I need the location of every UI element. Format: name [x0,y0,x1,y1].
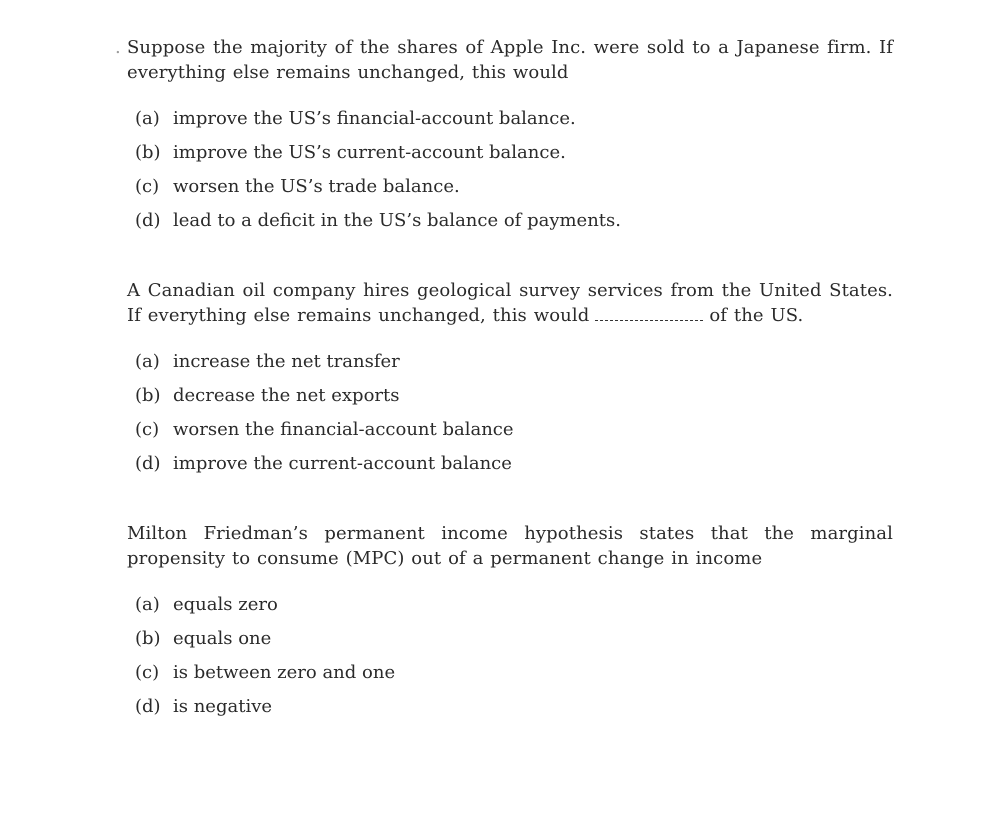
option-text: improve the current-account balance [173,453,512,474]
option-letter: (a) [135,351,160,372]
option-letter: (d) [135,453,161,474]
option-text: lead to a deficit in the US’s balance of payments. [173,210,621,231]
question-2-options [135,351,514,487]
question-2-stem [127,278,893,328]
answer-blank [595,308,703,321]
question-1-options [135,108,621,244]
option-text: increase the net transfer [173,351,400,372]
option-text: worsen the US’s trade balance. [173,176,460,197]
question-2-stem-before: A Canadian oil company hires geological survey services from the United States. If everything else remains unchanged, this would [127,280,893,326]
question-1-stem: Suppose the majority of the shares of Apple Inc. were sold to a Japanese firm. If everything else remains unchanged, this would [127,37,893,83]
question-1-marker: . [115,37,121,58]
question-1 [115,35,893,231]
option-letter: (d) [135,696,161,717]
question-1-option-a [135,108,621,142]
option-letter: (b) [135,142,161,163]
question-1-option-c [135,176,621,210]
option-letter: (c) [135,419,160,440]
question-2-option-a [135,351,514,385]
option-letter: (c) [135,176,160,197]
option-text: equals zero [173,594,278,615]
question-3-options [135,594,395,730]
question-3-option-d [135,696,395,730]
option-text: improve the US’s current-account balance. [173,142,566,163]
option-text: equals one [173,628,272,649]
option-text: worsen the financial-account balance [173,419,514,440]
question-3-option-a [135,594,395,628]
question-3-option-c [135,662,395,696]
question-3-option-b [135,628,395,662]
option-text: is negative [173,696,273,717]
option-letter: (b) [135,628,161,649]
question-2 [127,278,893,474]
question-3 [127,521,893,717]
question-3-stem: Milton Friedman’s permanent income hypothesis states that the marginal propensity to consume (MPC) out of a permanent change in income [127,523,893,569]
question-1-option-b [135,142,621,176]
question-2-stem-after: of the US. [709,305,804,326]
option-letter: (a) [135,108,160,129]
option-letter: (c) [135,662,160,683]
option-letter: (d) [135,210,161,231]
option-text: improve the US’s financial-account balance. [173,108,576,129]
option-text: is between zero and one [173,662,396,683]
option-text: decrease the net exports [173,385,400,406]
question-2-option-b [135,385,514,419]
question-1-option-d [135,210,621,244]
question-2-option-c [135,419,514,453]
option-letter: (b) [135,385,161,406]
option-letter: (a) [135,594,160,615]
question-2-option-d [135,453,514,487]
